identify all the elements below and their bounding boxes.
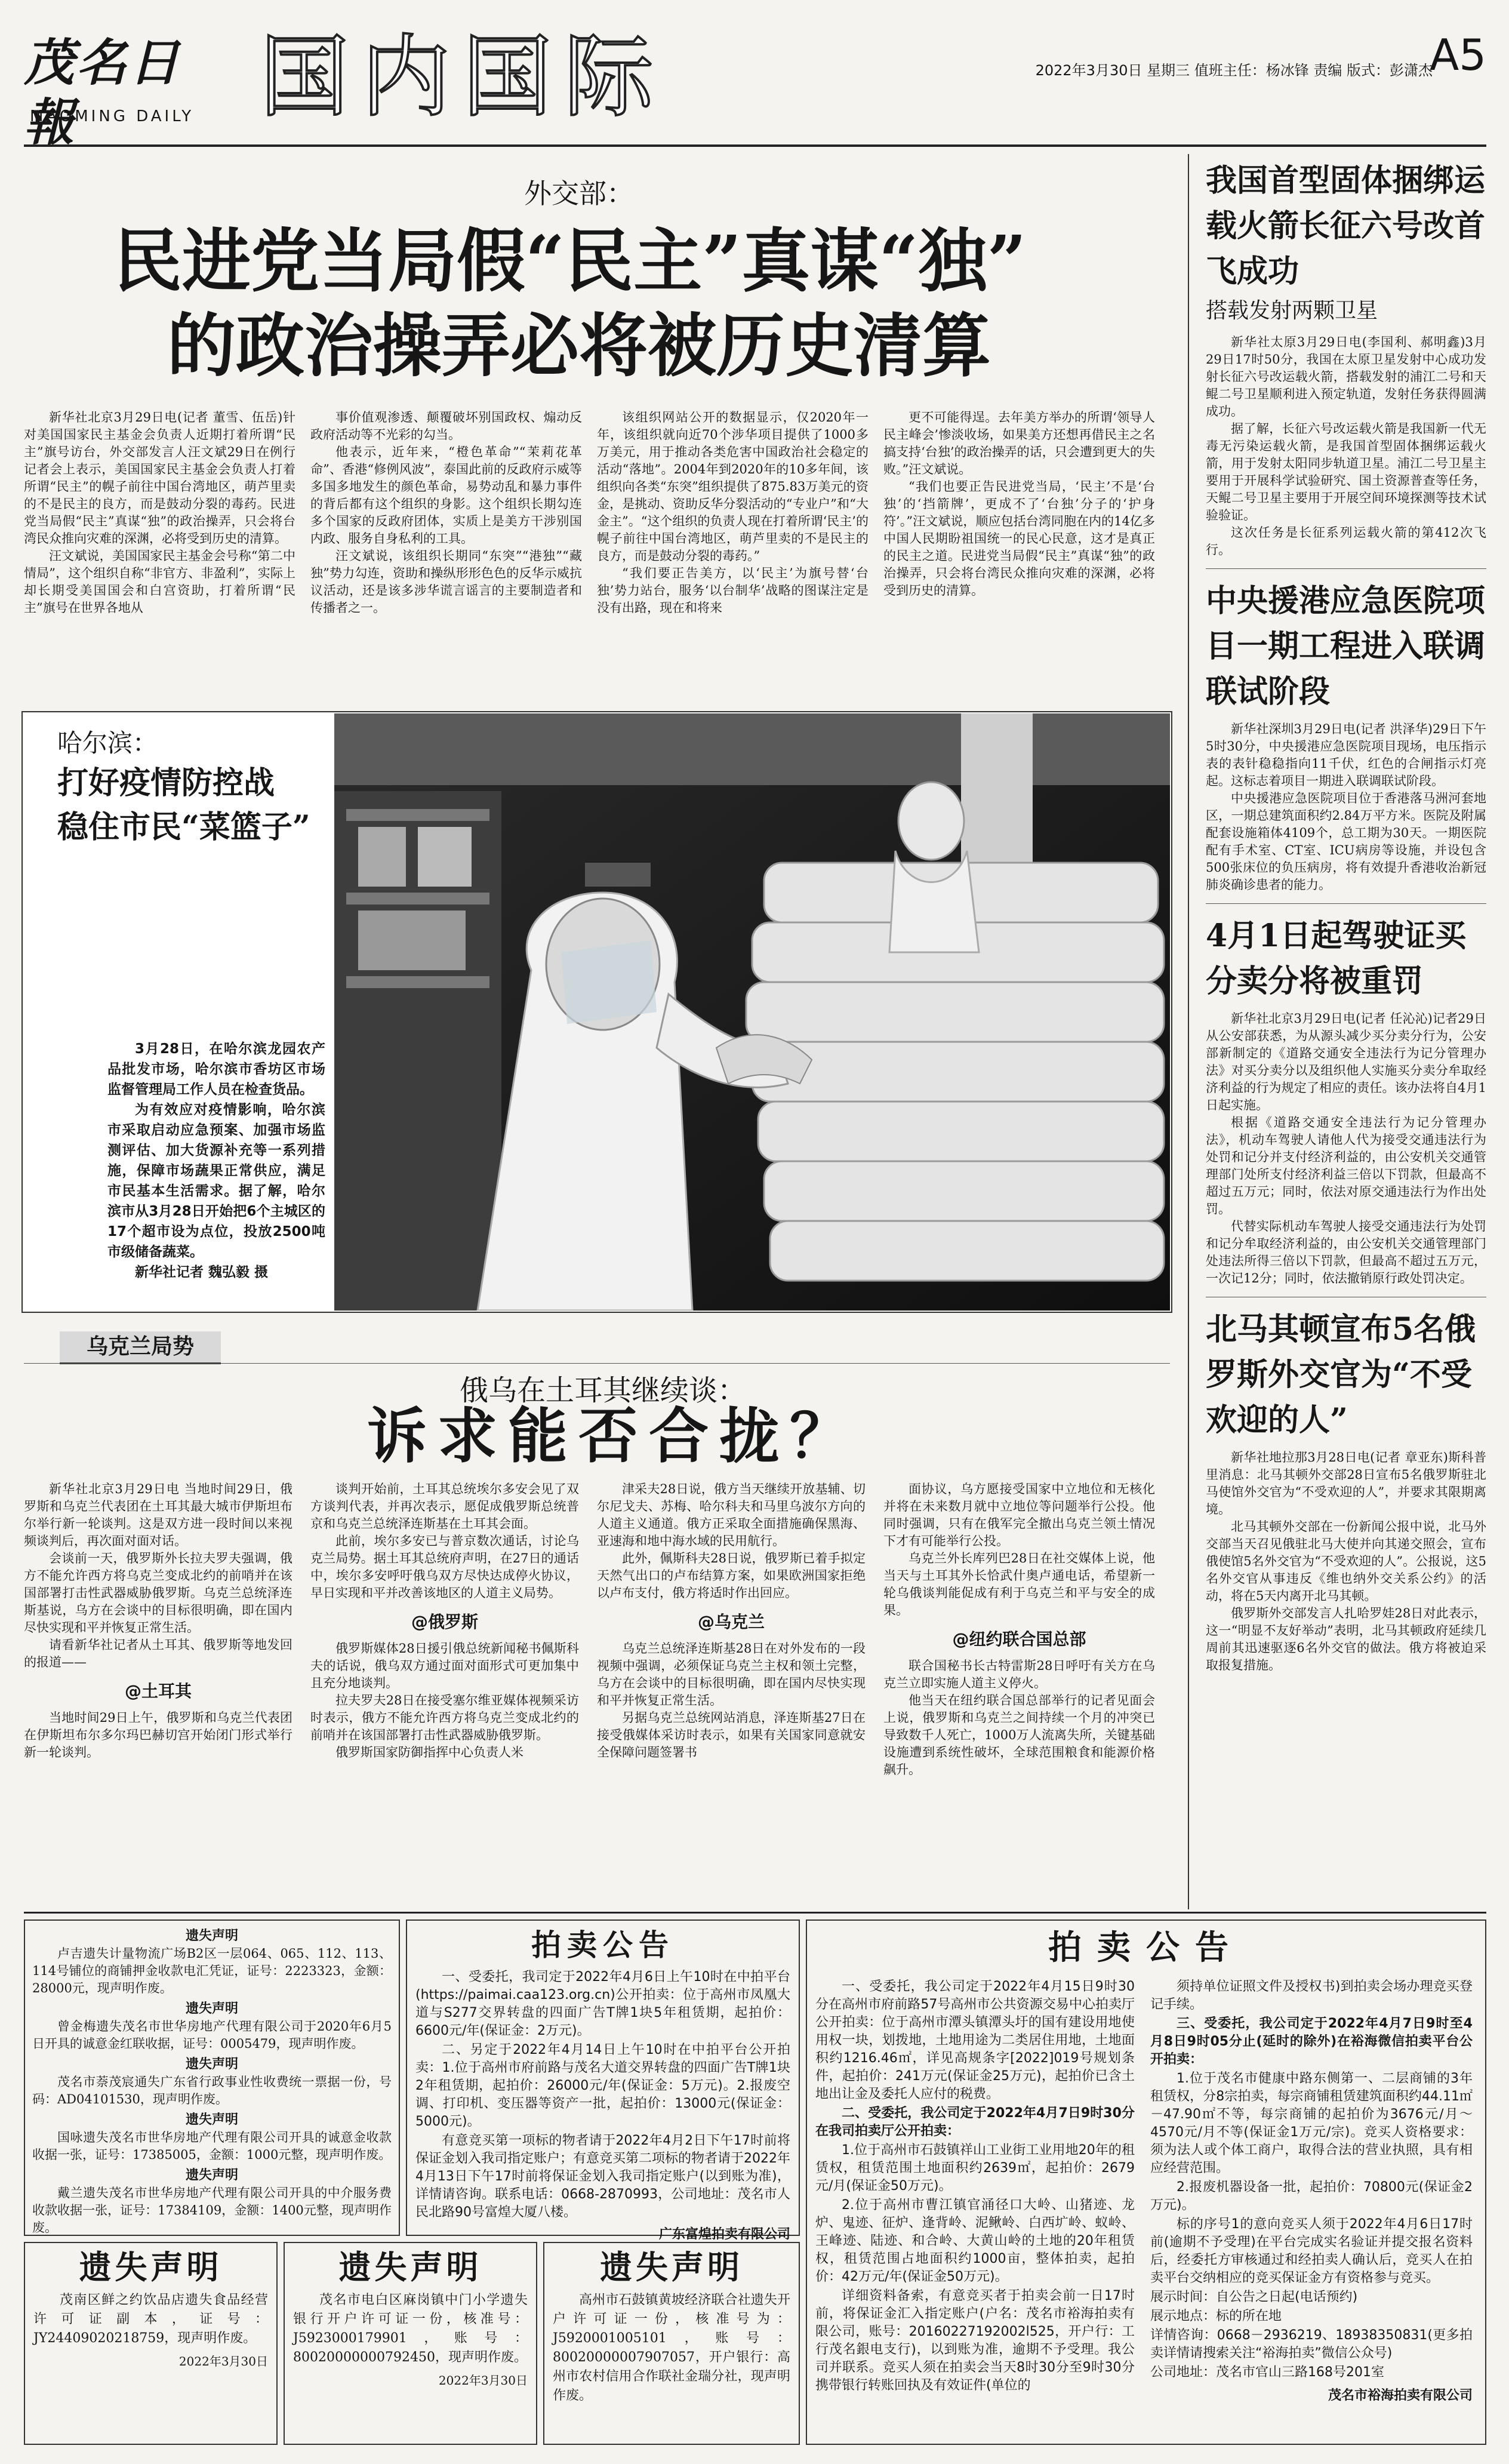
lost-notice-text: 国咏遗失茂名市世华房地产代理有限公司开具的诚意金收款收据一张，证号：17385005，金额：1000元整，现声明作废。 (32, 2130, 392, 2162)
license-headline: 4月1日起驾驶证买分卖分将被重罚 (1206, 918, 1467, 999)
auction-2-sign: 茂名市裕海拍卖有限公司 (1328, 2388, 1473, 2403)
issue-info: 2022年3月30日 星期三 值班主任：杨冰锋 责编 版式：彭潇杰 (1035, 62, 1433, 79)
auction-2-col-b (1150, 1978, 1473, 2404)
rocket-headline: 我国首型固体捆绑运载火箭长征六号改首飞成功 (1206, 162, 1486, 290)
lead-headline-block (24, 154, 1170, 405)
ukraine-col-3 (597, 1481, 866, 1761)
rocket-subhead: 搭载发射两颗卫星 (1206, 299, 1378, 323)
ukraine-col-1 (24, 1481, 292, 1761)
auction-2-para: 1.位于高州市石鼓镇祥山工业街工业用地20年的租赁权，租赁范围土地面积约2639㎡，起拍价：2679元/月(保证金50万元)。 (815, 2143, 1135, 2194)
lead-para: 汪文斌说，该组织长期同“东突”“港独”“藏独”势力勾连，资助和操纵形形色色的反华示威抗议活动，还是该多涉华谎言谣言的主要制造者和传播者之一。 (310, 549, 582, 615)
lead-para: 新华社北京3月29日电(记者 董雪、伍岳)针对美国国家民主基金会负责人近期打着所谓“民主”旗号访台，外交部发言人汪文斌29日在例行记者会上表示，美国国家民主基金会负责人打着所谓“民主”的幌子前往中国台湾地区，萌芦里卖的不是民主的良方，而是鼓动分裂的毒药。民进党当局假“民主”真谋“独”的政治操弄，只会将台湾民众推向灾难的深渊，必将受到历史的清算。 (24, 410, 295, 546)
auction-notice-2 (806, 1919, 1486, 2445)
auction-2-para: 2.报废机器设备一批，起拍价：70800元(保证金2万元)。 (1150, 2180, 1473, 2213)
lead-para: “我们要正告美方，以‘民主’为旗号替‘台独’势力站台，服务‘以台制华’战略的图谋注定是没有出路，现在和将来 (597, 566, 869, 615)
auction-1-title: 拍卖公告 (531, 1927, 675, 1962)
auction-2-para: 展示时间：自公告之日起(电话预约) (1150, 2290, 1358, 2305)
ukraine-subhead: @俄罗斯 (411, 1612, 478, 1632)
ukraine-para: 当地时间29日上午，俄罗斯和乌克兰代表团在伊斯坦布尔多尔玛巴赫切宫开始闭门形式举行新一轮谈判。 (24, 1711, 292, 1759)
photo-title-3: 稳住市民“菜篮子” (57, 809, 310, 845)
lead-para: “我们也要正告民进党当局，‘民主’不是‘台独’的‘挡箭牌’，更成不了‘台独’分子的‘护身符’。”汪文斌说，顺应包括台湾同胞在内的14亿多中国人民期盼祖国统一的民心民意，这才是真正的民主之道。民进党当局假“民主”真谋“独”的政治操弄，只会将台湾民众推向灾难的深渊，必将受到历史的清算。 (883, 479, 1155, 598)
ukraine-subhead: @土耳其 (124, 1681, 192, 1701)
license-para: 新华社北京3月29日电(记者 任沁沁)记者29日从公安部获悉，为从源头减少买分卖分行为，公安部新制定的《道路交通安全违法行为记分管理办法》对买分卖分以及组织他人实施买分卖分牟取经济利益的行为规定了相应的责任。该办法将自4月1日起实施。 (1206, 1011, 1486, 1112)
lead-col-1 (24, 409, 295, 617)
ukraine-para: 乌克兰总统泽连斯基28日在对外发布的一段视频中强调，必须保证乌克兰主权和领土完整，乌方在会谈中的目标很明确，即在国内尽快实现和平并恢复正常生活。 (597, 1641, 866, 1708)
ukraine-col-4 (883, 1481, 1155, 1779)
auction-1-para: 有意竞买第一项标的物者请于2022年4月2日下午17时前将保证金划入我司指定账户；有意竞买第二项标的物者请于2022年4月13日下午17时前将保证金划入我司指定账户(以到账为准)，详情请咨询。联系电话：0668-2870993，公司地址：茂名市人民北路90号富煌大厦八楼。 (415, 2133, 790, 2220)
lost-big-text: 茂南区鲜之约饮品店遗失食品经营许可证副本，证号：JY24409020218759，现声明作废。 (33, 2293, 268, 2346)
ukraine-para: 津采夫28日说，俄方当天继续开放基辅、切尔尼戈夫、苏梅、哈尔科夫和马里乌波尔方向的人道主义通道。俄方正采取全面措施确保黑海、亚速海和地中海水域的民用航行。 (597, 1482, 866, 1548)
auction-2-para: 公司地址：茂名市官山三路168号201室 (1150, 2365, 1384, 2380)
ukraine-para: 面协议，乌方愿接受国家中立地位和无核化并将在未来数月就中立地位等问题举行公投。他同时强调，只有在俄军完全撤出乌克兰领土情况下才有可能举行公投。 (883, 1482, 1155, 1548)
ukraine-para: 俄罗斯国家防御指挥中心负责人米 (335, 1745, 523, 1759)
auction-2-para: 2.位于高州市曹江镇官涌径口大岭、山猪迹、龙炉、鬼迹、征炉、逢背岭、泥鳅岭、白西圹岭、蚁岭、王峰迹、陆迹、和合岭、大黄山岭的土地的20年租赁权，租赁范围占地面积约1000亩，整体拍卖，起拍价：42万元/年(保证金50万元)。 (815, 2198, 1135, 2284)
lost-big-date: 2022年3月30日 (178, 2354, 268, 2368)
auction-2-para: 三、受委托，我公司定于2022年4月7日9时至4月8日9时05分止(延时的除外)在裕海微信拍卖平台公开拍卖： (1150, 2016, 1473, 2067)
ukraine-para: 会谈前一天，俄罗斯外长拉夫罗夫强调，俄方不能允许西方将乌克兰变成北约的前哨并在该国部署打击性武器威胁俄罗斯。乌克兰总统泽连斯基说，乌方在会谈中的目标很明确，即在国内尽快实现和平并恢复正常生活。 (24, 1551, 292, 1635)
ukraine-para: 拉夫罗夫28日在接受塞尔维亚媒体视频采访时表示，俄方不能允许西方将乌克兰变成北约的前哨并在该国部署打击性武器威胁俄罗斯。 (310, 1693, 579, 1742)
photo-caption-para: 3月28日，在哈尔滨龙园农产品批发市场，哈尔滨市香坊区市场监督管理局工作人员在检查货品。 (107, 1041, 325, 1097)
lead-col-4 (883, 409, 1155, 599)
auction-2-para: 1.位于茂名市健康中路东侧第一、二层商铺的3年租赁权，分8宗拍卖，每宗商铺租赁建筑面积约44.11㎡－47.90㎡不等，每宗商铺的起拍价为3676元/月～4570元/月不等(保证金1万元/宗)。竞买人资格要求：须为法人或个体工商户，取得合法的营业执照，具有相应经营范围。 (1150, 2071, 1473, 2176)
ukraine-para: 此外，佩斯科夫28日说，俄罗斯已着手拟定天然气出口的卢布结算方案，如果欧洲国家拒绝以卢布支付，俄方将适时作出回应。 (597, 1551, 866, 1600)
ukraine-kicker: 俄乌在土耳其继续谈： (460, 1374, 747, 1407)
auction-1-sign: 广东富煌拍卖有限公司 (658, 2227, 790, 2242)
lead-headline-line2: 的政治操弄必将被历史清算 (167, 306, 991, 386)
lead-col-2 (310, 409, 582, 617)
lost-notice (32, 2109, 392, 2164)
lead-kicker: 外交部： (524, 177, 634, 210)
lost-notice (32, 1925, 392, 1997)
ukraine-para: 谈判开始前，土耳其总统埃尔多安会见了双方谈判代表，并再次表示，愿促成俄罗斯总统普京和乌克兰总统泽连斯基在土耳其会面。 (310, 1482, 579, 1531)
rocket-para: 据了解，长征六号改运载火箭是我国新一代无毒无污染运载火箭，是我国首型固体捆绑运载火箭，用于发射太阳同步轨道卫星。浦江二号卫星主要用于开展科学试验研究、国土资源普查等任务，天鲲二号卫星主要用于开展空间环境探测等技术试验验证。 (1206, 422, 1486, 522)
lost-notice-title: 遗失声明 (185, 1928, 238, 1943)
lost-big-1 (24, 2242, 278, 2445)
auction-1-para: 一、受委托，我司定于2022年4月6日上午10时在中拍平台(https://paimai.caa123.org.cn)公开拍卖：位于高州市凤凰大道与S277交界转盘的四面广告T牌1块5年租赁期，起拍价：6600元/年(保证金：2万元)。 (415, 1970, 790, 2038)
ukraine-para: 新华社北京3月29日电 当地时间29日，俄罗斯和乌克兰代表团在土耳其最大城市伊斯坦布尔举行新一轮谈判。这是双方进一段时间以来视频谈判后，再次面对面对话。 (24, 1482, 292, 1548)
auction-2-title: 拍卖公告 (1048, 1928, 1244, 1967)
auction-2-para: 一、受委托，我公司定于2022年4月15日9时30分在高州市府前路57号高州市公共资源交易中心拍卖厅公开拍卖：位于高州市潭头镇潭头圩的国有建设用地使用权一块，划拨地，土地用途为二类居住用地，土地面积约1216.46㎡，详见高规条字[2022]019号规划条件，起拍价：241万元(保证金25万元)，起拍价已含土地出让金及委托人应付的税费。 (815, 1979, 1135, 2102)
auction-1-para: 二、另定于2022年4月14日上午10时在中拍平台公开拍卖：1.位于高州市府前路与茂名大道交界转盘的四面广告T牌1块2年租赁期，起拍价：26000元/年(保证金：5万元)。2.报废空调、打印机、变压器等资产一批，起拍价：13000元(保证金：5000元)。 (415, 2042, 790, 2129)
section-title: 国内国际 (260, 26, 666, 130)
photo-title-1: 哈尔滨： (57, 728, 158, 758)
masthead (24, 18, 1486, 152)
lost-notice-title: 遗失声明 (185, 2167, 238, 2183)
lead-headline-line1: 民进党当局假“民主”真谋“独” (113, 221, 1027, 302)
lost-notice-text: 茂名市萘茂宸通失广东省行政事业性收费统一票据一份，号码：AD04101530，现声明作废。 (32, 2075, 392, 2106)
lost-notice-text: 曾金梅遗失茂名市世华房地产代理有限公司于2020年6月5日开具的诚意金红联收据，证号：0005479，现声明作废。 (32, 2019, 392, 2051)
lost-big-title: 遗失声明 (600, 2248, 743, 2286)
ukraine-para: 俄罗斯媒体28日援引俄总统新闻秘书佩斯科夫的话说，俄乌双方通过面对面形式可更加集中且充分地谈判。 (310, 1641, 579, 1690)
macedonia-headline: 北马其顿宣布5名俄罗斯外交官为“不受欢迎的人” (1206, 1311, 1476, 1438)
lost-notice (32, 2054, 392, 2108)
lead-para: 汪文斌说，美国国家民主基金会号称“第二中情局”，这个组织自称“非官方、非盈利”，实际上却长期受美国国会和白宫资助，打着所谓“民主”旗号在世界各地从 (24, 549, 295, 615)
auction-2-para: 标的序号1的意向竞买人须于2022年4月6日17时前(逾期不予受理)在平台完成实名验证并提交报名资料后，经委托方审核通过和经拍卖人确认后，竞买人在拍卖平台交纳相应的竞买保证金方有资格参与竞买。 (1150, 2217, 1473, 2285)
rocket-para: 这次任务是长征系列运载火箭的第412次飞行。 (1206, 525, 1486, 557)
hospital-para: 新华社深圳3月29日电(记者 洪泽华)29日下午5时30分，中央援港应急医院项目现场，电压指示表的表针稳稳指向11千伏，红色的合闸指示灯亮起。这标志着项目一期进入联调联试阶段。 (1206, 722, 1486, 788)
auction-2-para: 详情咨询：0668－2936219、18938350831(更多拍卖详情请搜索关注“裕海拍卖”微信公众号) (1150, 2328, 1473, 2361)
auction-2-col-a (815, 1978, 1135, 2396)
macedonia-para: 新华社地拉那3月28日电(记者 章亚东)斯科普里消息：北马其顿外交部28日宣布5名俄罗斯驻北马使馆外交官为“不受欢迎的人”，并要求其限期离境。 (1206, 1450, 1486, 1516)
lost-big-3 (543, 2242, 800, 2445)
auction-2-para: 详细资料备索，有意竞买者于拍卖会前一日17时前，将保证金汇入指定账户(户名：茂名市裕海拍卖有限公司，账号：20160227192002l525，开户行：工行茂名銀电支行)，以到账为准，逾期不予受理。我公司并联系。竞买人须在拍卖会当天8时30分至9时30分携带银行转账回执及有效证件(单位的 (815, 2288, 1135, 2393)
ukraine-subhead: @乌克兰 (697, 1612, 765, 1632)
photo-credit: 新华社记者 魏弘毅 摄 (135, 1265, 269, 1280)
ukraine-para: 请看新华社记者从土耳其、俄罗斯等地发回的报道—— (24, 1638, 292, 1669)
lost-notice (32, 2165, 392, 2237)
hospital-headline: 中央援港应急医院项目一期工程进入联调联试阶段 (1206, 583, 1486, 710)
lead-col-3 (597, 409, 869, 617)
lost-notice-text: 戴兰遗失茂名市世华房地产代理有限公司开具的中介服务费收款收据一张，证号：17384109，金额：1400元整，现声明作废。 (32, 2186, 392, 2235)
lead-para: 更不可能得逞。去年美方举办的所谓‘领导人民主峰会’惨淡收场，如果美方还想再借民主之名搞支持‘台独’的政治操弄的话，只会遭到更大的失败。”汪文斌说。 (883, 410, 1155, 476)
lost-notice-title: 遗失声明 (185, 2056, 238, 2072)
ukraine-subhead: @纽约联合国总部 (952, 1629, 1086, 1649)
auction-notice-1 (406, 1919, 800, 2242)
license-para: 代替实际机动车驾驶人接受交通违法行为处罚和记分牟取经济利益的，由公安机关交通管理部门处违法所得三倍以下罚款，但最高不超过五万元，一次记12分；同时，依法撤销原行政处罚决定。 (1206, 1219, 1486, 1285)
auction-2-para: 须持单位证照文件及授权书)到拍卖会场办理竞买登记手续。 (1150, 1979, 1473, 2012)
newspaper-logo: 茂名日報 (24, 33, 182, 152)
right-column (1206, 158, 1486, 1674)
photo-title-2: 打好疫情防控战 (57, 765, 275, 801)
ukraine-para: 另据乌克兰总统网站消息，泽连斯基27日在接受俄媒体采访时表示，如果有关国家同意就安全保障问题签署书 (597, 1711, 866, 1759)
ukraine-headline: 诉求能否合拢？ (367, 1401, 860, 1471)
lost-big-text: 茂名市电白区麻岗镇中门小学遗失银行开户许可证一份，核准号：J5923000179901，账号：80020000000792450，现声明作废。 (293, 2293, 528, 2365)
lost-notice-title: 遗失声明 (185, 2001, 238, 2016)
ukraine-para: 他当天在纽约联合国总部举行的记者见面会上说，俄罗斯和乌克兰之间持续一个月的冲突已导致数千人死亡，1000万人流离失所，关键基础设施遭到系统性破坏，全球范围粮食和能源价格飙升。 (883, 1693, 1155, 1777)
lost-notice-title: 遗失声明 (185, 2112, 238, 2127)
ukraine-para: 联合国秘书长古特雷斯28日呼吁有关方在乌克兰立即实施人道主义停火。 (883, 1659, 1155, 1690)
lead-para: 他表示，近年来，“橙色革命”“茉莉花革命”、香港“修例风波”，泰国此前的反政府示威等多国多地发生的颜色革命，易势动乱和暴力事件的背后都有这个组织的身影。这个组织长期勾连多个国家的反政府团体，实质上是美方干涉别国内政、服务自身私利的工具。 (310, 445, 582, 546)
lost-big-date: 2022年3月30日 (438, 2373, 528, 2388)
ukraine-para: 乌克兰外长库列巴28日在社交媒体上说，他当天与土耳其外长恰武什奥卢通电话，希望新一轮乌俄谈判能促成有利于乌克兰和平与安全的成果。 (883, 1551, 1155, 1617)
ukraine-tag: 乌克兰局势 (60, 1331, 221, 1364)
lost-big-2 (284, 2242, 537, 2445)
hospital-para: 中央援港应急医院项目位于香港落马洲河套地区，一期总建筑面积约2.84万平方米。医院及附属配套设施箱体4109个，总工期为30天。一期医院配有手术室、CT室、ICU病房等设施，并设包含500张床位的负压病房，将有效提升香港收治新冠肺炎确诊患者的能力。 (1206, 791, 1486, 892)
lost-big-title: 遗失声明 (338, 2248, 482, 2286)
auction-2-para: 二、受委托，我公司定于2022年4月7日9时30分在我司拍卖厅公开拍卖： (815, 2106, 1135, 2139)
newspaper-logo-sub: MAOMING DAILY (30, 107, 195, 125)
lost-notice (32, 1998, 392, 2053)
macedonia-para: 俄罗斯外交部发言人扎哈罗娃28日对此表示，这一“明显不友好举动”表明，北马其顿政府延续几周前其迅速驱逐6名外交官的做法。俄方将被迫采取报复措施。 (1206, 1606, 1486, 1672)
photo-caption-para: 为有效应对疫情影响，哈尔滨市采取启动应急预案、加强市场监测评估、加大货源补充等一系列措施，保障市场蔬果正常供应，满足市民基本生活需求。据了解，哈尔滨市从3月28日开始把6个主城区的17个超市设为点位，投放2500吨市级储备蔬菜。 (107, 1102, 325, 1260)
macedonia-para: 北马其顿外交部在一份新闻公报中说，北马外交部当天召见俄驻北马大使并向其递交照会，宣布俄使馆5名外交官为“不受欢迎的人”。公报说，这5名外交官从事违反《维也纳外交关系公约》的活动，将在5天内离开北马其顿。 (1206, 1519, 1486, 1603)
lost-big-title: 遗失声明 (79, 2248, 223, 2286)
license-para: 根据《道路交通安全违法行为记分管理办法》，机动车驾驶人请他人代为接受交通违法行为处罚和记分并支付经济利益的，由公安机关交通管理部门处所支付经济利益三倍以下罚款，但最高不超过五万元；同时，依法对原交通违法行为作出处罚。 (1206, 1115, 1486, 1216)
lead-para: 该组织网站公开的数据显示，仅2020年一年，该组织就向近70个涉华项目提供了1000多万美元，用于推动各类危害中国政治社会稳定的活动“落地”。2004年到2020年的10多年间，该组织向各类“东突”组织提供了875.83万美元的资金，是挑动、资助反华分裂活动的“专业户”和“大金主”。“这个组织的负责人现在打着所谓‘民主’的幌子前往中国台湾地区，萌芦里卖的不是民主的良方，而是鼓动分裂的毒药。” (597, 410, 869, 563)
lost-big-text: 高州市石鼓镇黄坡经济联合社遗失开户许可证一份，核准号为：J5920001005101，账号：80020000007907057，开户银行：高州市农村信用合作联社金瑞分社，现声明作废。 (553, 2293, 790, 2403)
ukraine-para: 此前，埃尔多安已与普京数次通话，讨论乌克兰局势。据土耳其总统府声明，在27日的通话中，埃尔多安呼吁俄乌双方尽快达成停火协议，早日实现和平并改善该地区的人道主义局势。 (310, 1534, 579, 1600)
lost-notices-panel (24, 1919, 400, 2236)
lead-para: 事价值观渗透、颠覆破坏别国政权、煽动反政府活动等不光彩的勾当。 (310, 410, 582, 442)
lost-notice-text: 卢吉遗失计量物流广场B2区一层064、065、112、113、114号铺位的商铺押金收款电汇凭证，证号：2223323，金额：28000元，现声明作废。 (32, 1946, 392, 1995)
rocket-para: 新华社太原3月29日电(李国利、郝明鑫)3月29日17时50分，我国在太原卫星发射中心成功发射长征六号改运载火箭，搭载发射的浦江二号和天鲲二号卫星顺利进入预定轨道，发射任务获得圆满成功。 (1206, 335, 1486, 419)
ukraine-col-2 (310, 1481, 579, 1761)
page-number: A5 (1429, 30, 1486, 80)
auction-2-para: 展示地点：标的所在地 (1150, 2309, 1282, 2324)
